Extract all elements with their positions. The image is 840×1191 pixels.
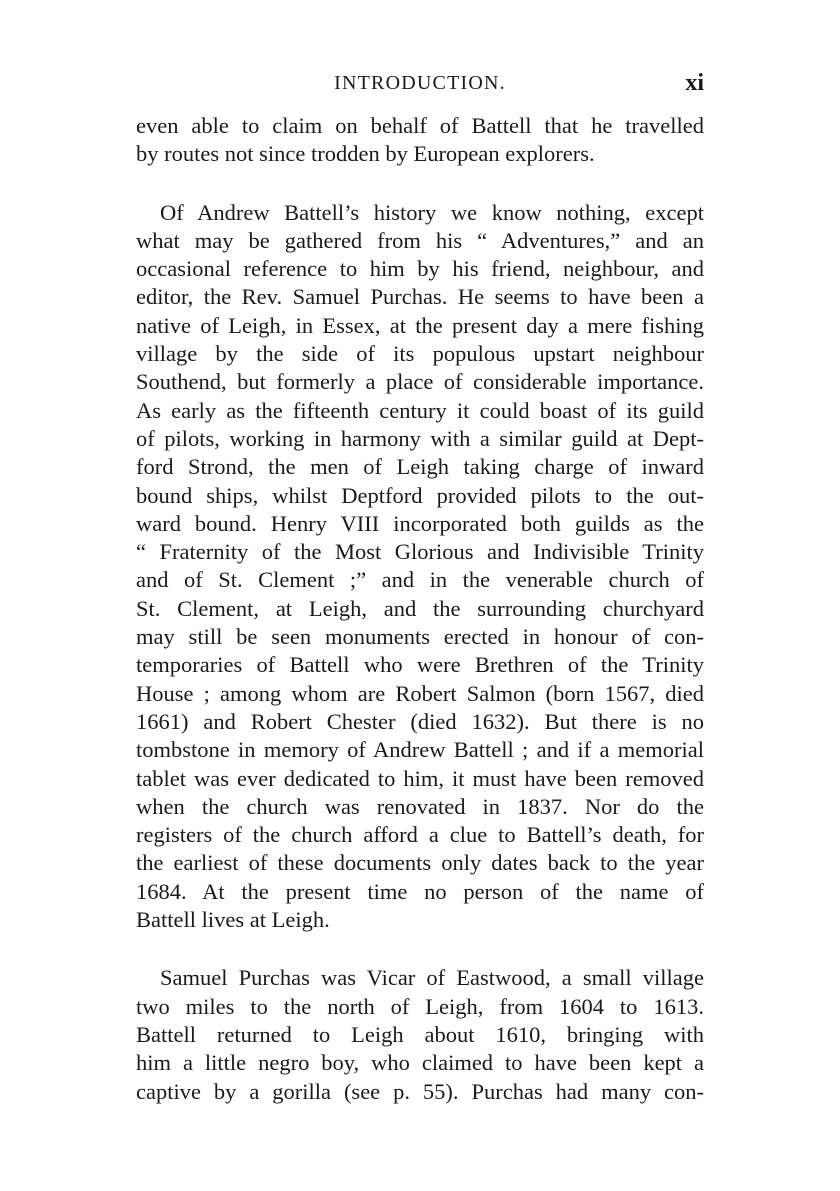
text-line: and of St. Clement ;” and in the venerable church of	[136, 567, 704, 593]
text-line: even able to claim on behalf of Battell that he travelled	[136, 113, 704, 138]
text-line: may still be seen monuments erected in honour of con-	[136, 624, 704, 650]
text-line: 1684. At the present time no person of the name of	[136, 878, 704, 904]
text-line: the earliest of these documents only dates back to the year	[136, 850, 704, 876]
text-line: bound ships, whilst Deptford provided pilots to the out-	[136, 482, 704, 508]
text-line: ward bound. Henry VIII incorporated both guilds as the	[136, 510, 704, 536]
text-line: Of Andrew Battell’s history we know nothing, except	[160, 199, 704, 225]
text-line: St. Clement, at Leigh, and the surrounding churchyard	[136, 595, 704, 621]
text-line: captive by a gorilla (see p. 55). Purchas had many con-	[136, 1078, 704, 1104]
text-line: what may be gathered from his “ Adventures,” and an	[136, 227, 704, 253]
text-line: tombstone in memory of Andrew Battell ; and if a memorial	[136, 737, 704, 763]
paragraph	[136, 112, 704, 169]
text-line: two miles to the north of Leigh, from 1604 to 1613.	[136, 993, 704, 1019]
text-line: Samuel Purchas was Vicar of Eastwood, a small village	[160, 965, 704, 991]
text-line: “ Fraternity of the Most Glorious and Indivisible Trinity	[136, 539, 704, 565]
text-line: village by the side of its populous upstart neighbour	[136, 341, 704, 367]
text-line: occasional reference to him by his friend, neighbour, and	[136, 256, 704, 282]
paragraph	[136, 199, 704, 935]
text-line: Southend, but formerly a place of considerable importance.	[136, 369, 704, 395]
text-line: temporaries of Battell who were Brethren of the Trinity	[136, 652, 704, 678]
text-line: As early as the fifteenth century it could boast of its guild	[136, 397, 704, 423]
paragraph	[136, 964, 704, 1105]
text-line: editor, the Rev. Samuel Purchas. He seems to have been a	[136, 284, 704, 310]
text-line: 1661) and Robert Chester (died 1632). But there is no	[136, 708, 704, 734]
text-line: tablet was ever dedicated to him, it must have been removed	[136, 765, 704, 791]
text-line: of pilots, working in harmony with a similar guild at Dept-	[136, 425, 704, 451]
text-line: House ; among whom are Robert Salmon (born 1567, died	[136, 680, 704, 706]
text-line: ford Strond, the men of Leigh taking charge of inward	[136, 454, 704, 480]
running-head	[136, 70, 704, 100]
body-text	[136, 112, 704, 1106]
text-line: Battell returned to Leigh about 1610, bringing with	[136, 1021, 704, 1047]
text-line: native of Leigh, in Essex, at the present day a mere fishing	[136, 312, 704, 338]
running-title: INTRODUCTION.	[334, 72, 506, 94]
page-number: xi	[685, 70, 704, 96]
text-line: him a little negro boy, who claimed to have been kept a	[136, 1050, 704, 1076]
text-line: when the church was renovated in 1837. Nor do the	[136, 793, 704, 819]
text-line: by routes not since trodden by European explorers.	[136, 141, 595, 167]
text-line: Battell lives at Leigh.	[136, 907, 330, 933]
text-line: registers of the church afford a clue to Battell’s death, for	[136, 822, 704, 848]
